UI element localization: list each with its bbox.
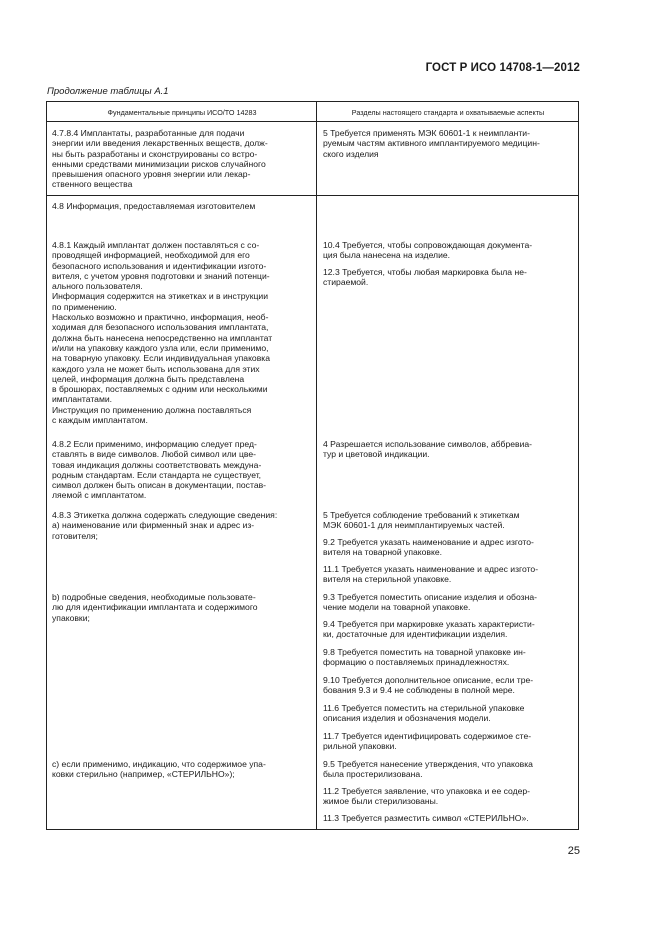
cell-req-5-nonimplant: 5 Требуется применять МЭК 60601-1 к неимпланти- руемым частям активного имплантируемого медицин- ского изделия [323, 128, 540, 159]
cell-req-9-3: 9.3 Требуется поместить описание изделия и обозна- чение модели на товарной упаковке. [323, 592, 537, 613]
cell-req-11-6: 11.6 Требуется поместить на стерильной упаковке описания изделия и обозначения модели. [323, 703, 525, 724]
document-header: ГОСТ Р ИСО 14708-1—2012 [425, 62, 580, 74]
cell-req-9-8: 9.8 Требуется поместить на товарной упаковке ин- формацию о поставляемых принадлежностях. [323, 647, 526, 668]
page-number: 25 [567, 845, 580, 857]
cell-req-11-3: 11.3 Требуется разместить символ «СТЕРИЛЬНО». [323, 813, 529, 823]
requirements-table [46, 101, 579, 830]
cell-4-8-3-b: b) подробные сведения, необходимые пользовате- лю для идентификации имплантата и содержимого упаковки; [52, 592, 258, 623]
cell-req-9-10: 9.10 Требуется дополнительное описание, если тре- бования 9.3 и 9.4 не соблюдены в полной мере. [323, 675, 534, 696]
cell-req-9-4: 9.4 Требуется при маркировке указать характеристи- ки, достаточные для идентификации изделия. [323, 619, 535, 640]
column-divider [316, 102, 317, 829]
row-divider [47, 121, 578, 122]
cell-4-8-2: 4.8.2 Если применимо, информацию следует пред- ставлять в виде символов. Любой символ или цве- товая индикация должны соответствовать междуна- родным стандартам. Если стандарта не существует, символ должен быть описан в документации, постав- ляемой с имплантатом. [52, 439, 267, 501]
cell-4-8-3-c: c) если применимо, индикацию, что содержимое упа- ковки стерильно (например, «СТЕРИЛЬНО»); [52, 759, 266, 780]
cell-req-11-2: 11.2 Требуется заявление, что упаковка и ее содер- жимое были стерилизованы. [323, 786, 531, 807]
cell-req-5-labels: 5 Требуется соблюдение требований к этикеткам МЭК 60601-1 для неимплантируемых частей. [323, 510, 520, 531]
column-header-left: Фундаментальные принципы ИСО/ТО 14283 [107, 108, 257, 117]
table-caption: Продолжение таблицы А.1 [47, 86, 169, 97]
cell-req-4-symbols: 4 Разрешается использование символов, аббревиа- тур и цветовой индикации. [323, 439, 533, 460]
cell-req-11-1: 11.1 Требуется указать наименование и адрес изгото- вителя на стерильной упаковке. [323, 564, 539, 585]
cell-req-10-4: 10.4 Требуется, чтобы сопровождающая документа- ция была нанесена на изделие. [323, 240, 533, 261]
cell-req-11-7: 11.7 Требуется идентифицировать содержимое сте- рильной упаковки. [323, 731, 532, 752]
cell-4-7-8-4: 4.7.8.4 Имплантаты, разработанные для подачи энергии или введения лекарственных веществ, долж- ны быть разработаны и сконструированы со встро- енными средствами минимизации рисков случайного превышения опасного уровня энергии или лекар- ственного вещества [52, 128, 268, 190]
cell-req-9-2: 9.2 Требуется указать наименование и адрес изгото- вителя на товарной упаковке. [323, 537, 534, 558]
column-header-right: Разделы настоящего стандарта и охватываемые аспекты [351, 108, 545, 117]
cell-req-9-5: 9.5 Требуется нанесение утверждения, что упаковка была простерилизована. [323, 759, 533, 780]
row-divider [47, 195, 578, 196]
cell-4-8-1: 4.8.1 Каждый имплантат должен поставляться с со- проводящей информацией, необходимой для его безопасного использования и идентификации изгото- вителя, с учетом уровня подготовки и знаний потенци- ального пользователя. Информация содержится на этикетках и в инструкции по применению. Насколько возможно и практично, информация, необ- ходимая для безопасного использования имплантата, должна быть нанесена непосредственно на имплантат и/или на упаковку каждого узла или, если применимо, на товарную упаковку. Если индивидуальная упаковка каждого узла не может быть использована для этих целей, информация должна быть представлена в брошюрах, поставляемых с одним или несколькими имплантатами. Инструкция по применению должна поставляться с каждым имплантатом. [52, 240, 273, 426]
cell-4-8: 4.8 Информация, предоставляемая изготовителем [52, 201, 256, 211]
cell-req-12-3: 12.3 Требуется, чтобы любая маркировка была не- стираемой. [323, 267, 527, 288]
cell-4-8-3: 4.8.3 Этикетка должна содержать следующие сведения: а) наименование или фирменный знак и адрес из- готовителя; [52, 510, 278, 541]
